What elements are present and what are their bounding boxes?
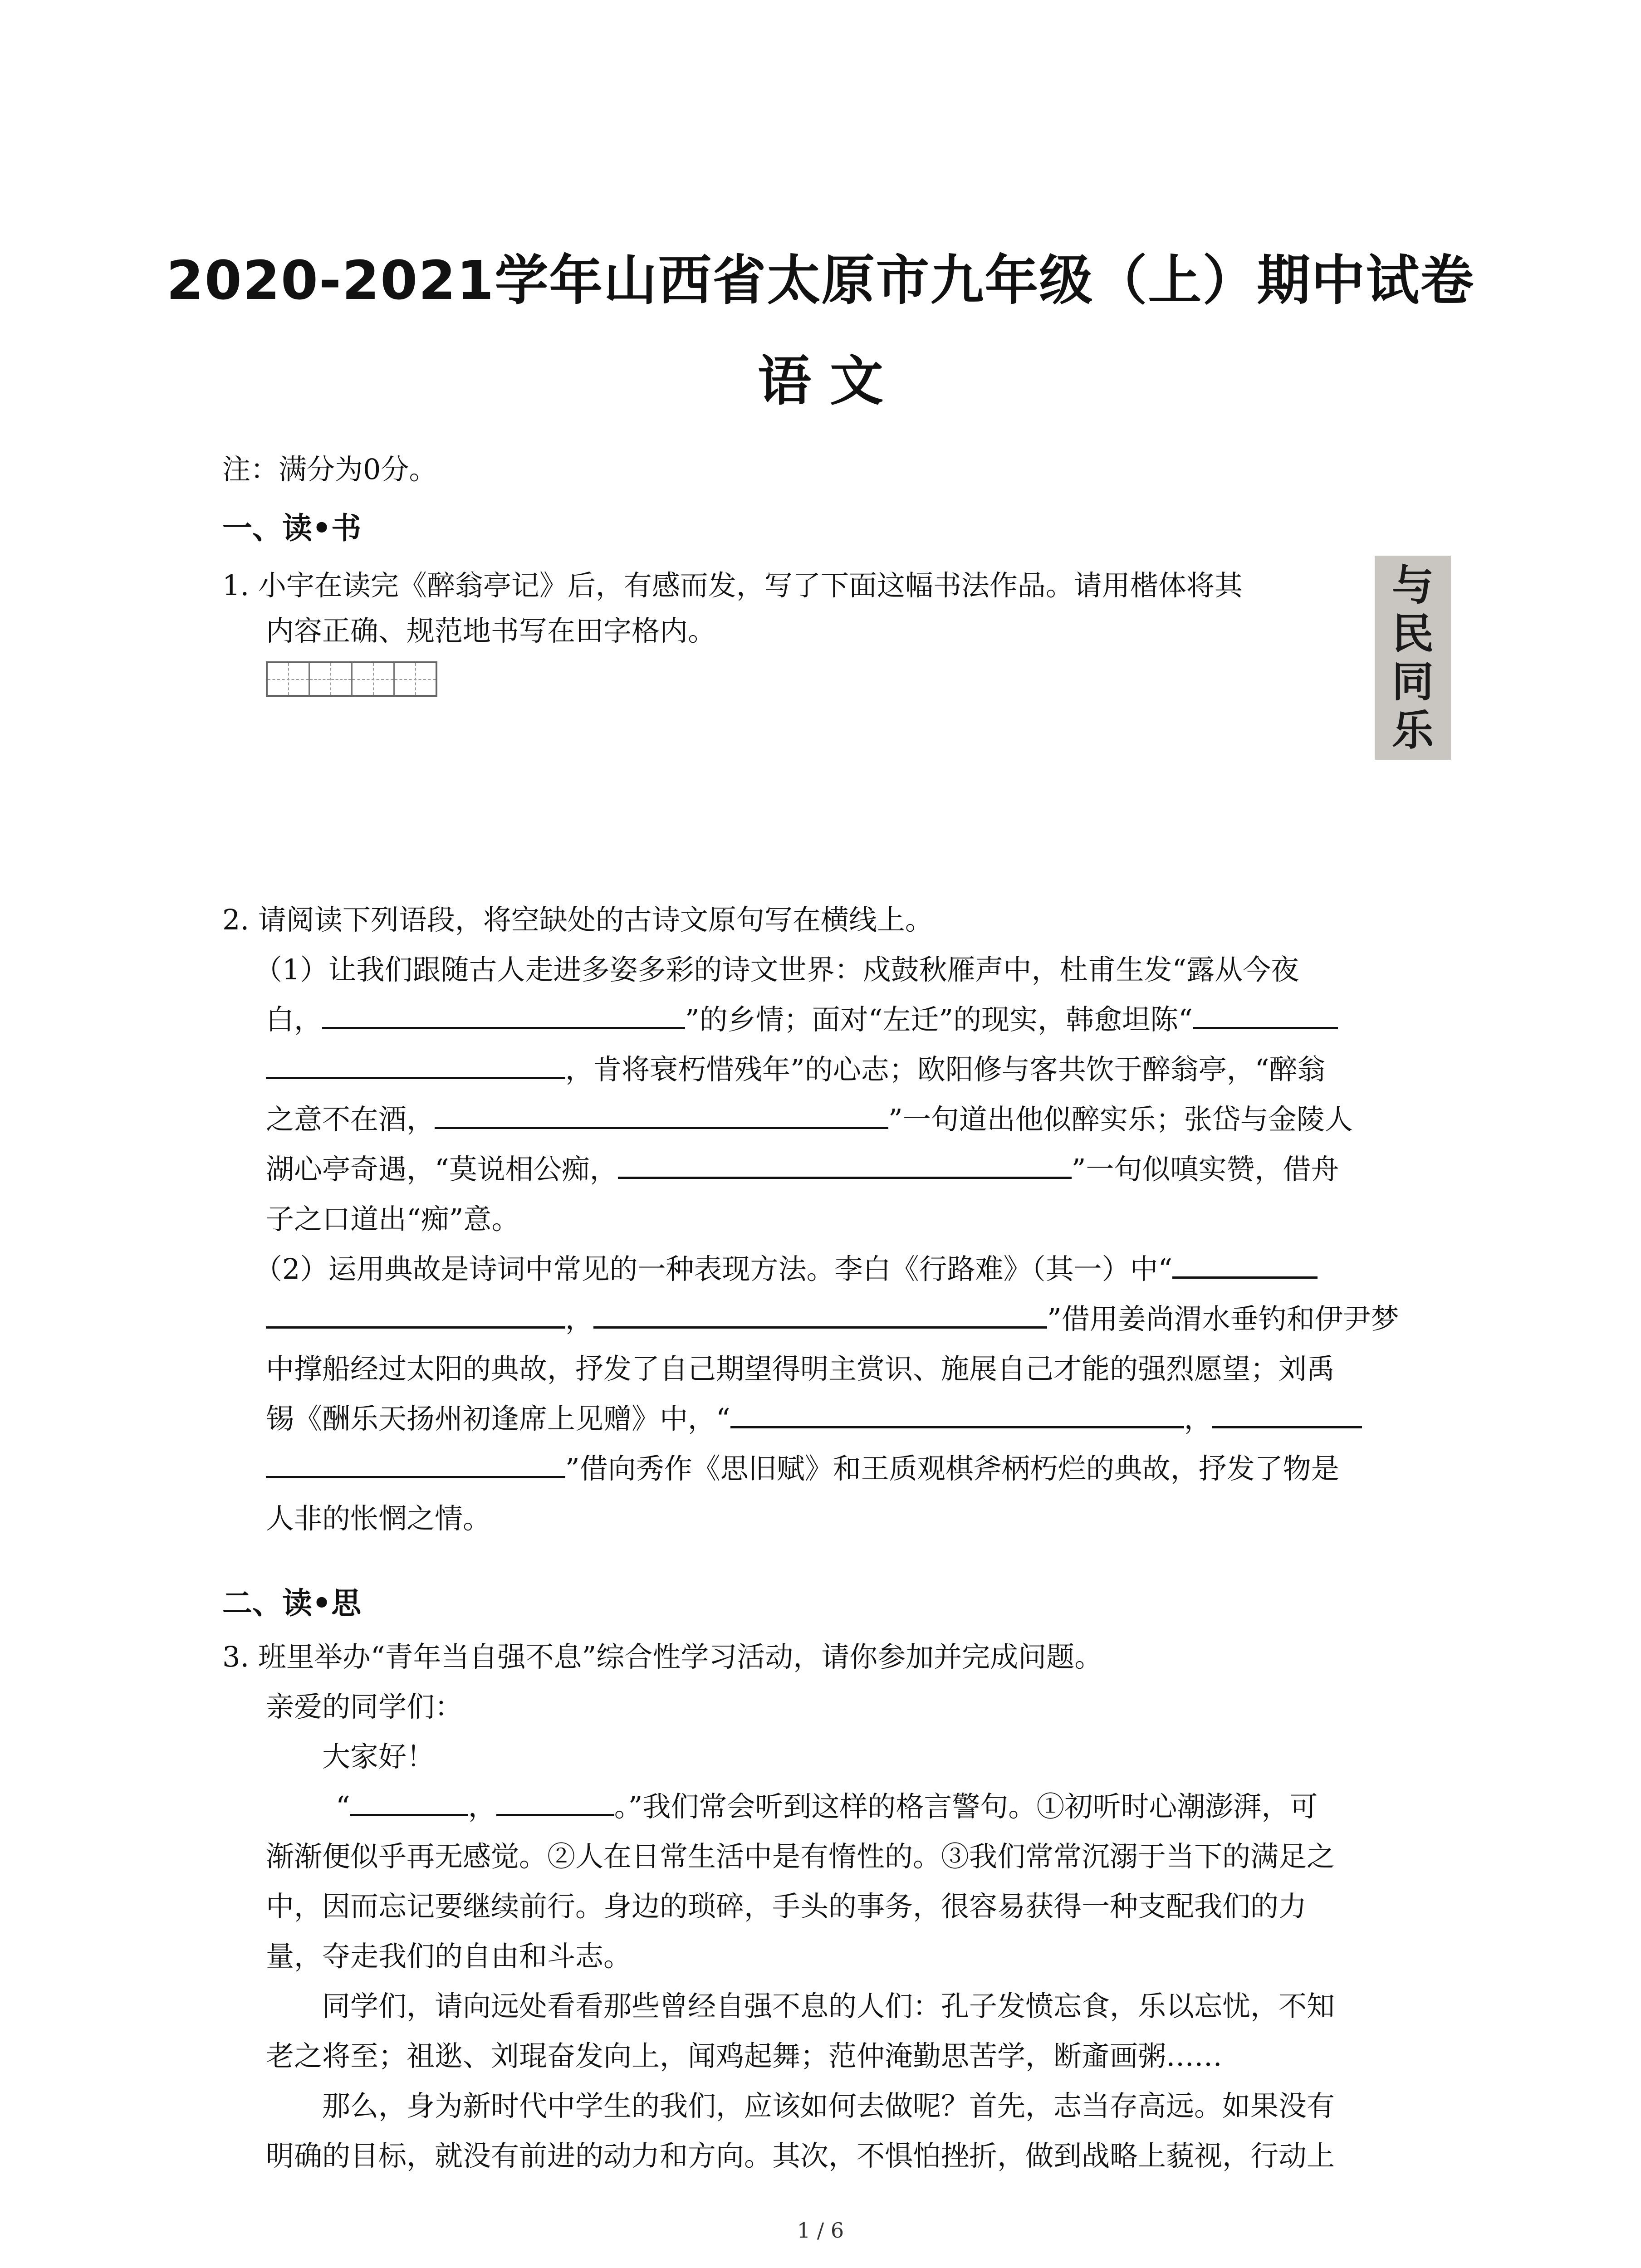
q3-line-2: 渐渐便似乎再无感觉。②人在日常生活中是有惰性的。③我们常常沉溺于当下的满足之 [266,1840,1335,1873]
q2-p2-line-1 [254,1245,1318,1293]
answer-blank[interactable] [1193,1004,1338,1029]
text-span: （2）运用典故是诗词中常见的一种表现方法。李白《行路难》（其一）中“ [254,1252,1173,1286]
tianzige-grid[interactable] [266,661,437,697]
text-span: ”一句似嗔实赞，借舟 [1071,1153,1339,1186]
q3-line-7: 那么，身为新时代中学生的我们，应该如何去做呢？首先，志当存高远。如果没有 [322,2089,1335,2122]
q3-greeting: 大家好！ [322,1740,435,1773]
q3-line-8: 明确的目标，就没有前进的动力和方向。其次，不惧怕挫折，做到战略上藐视，行动上 [266,2139,1335,2172]
q2-p1-line-5 [266,1145,1339,1193]
text-span: 白， [266,1003,323,1036]
q3-line-6: 老之将至；祖逖、刘琨奋发向上，闻鸡起舞；范仲淹勤思苦学，断齑画粥…… [266,2039,1223,2072]
text-span: “ [336,1790,350,1823]
calligraphy-char: 同 [1391,657,1434,707]
q3-line-3: 中，因而忘记要继续前行。身边的琐碎，手头的事务，很容易获得一种支配我们的力 [266,1890,1307,1923]
q2-p1-line-2 [266,996,1338,1044]
q2-p2-line-3: 中撑船经过太阳的典故，抒发了自己期望得明主赏识、施展自己才能的强烈愿望；刘禹 [266,1352,1335,1385]
q3-intro: 3. 班里举办“青年当自强不息”综合性学习活动，请你参加并完成问题。 [222,1640,1103,1673]
answer-blank[interactable] [435,1104,888,1129]
tianzige-cell[interactable] [310,663,352,695]
answer-blank[interactable] [1212,1403,1362,1428]
calligraphy-char: 与 [1391,561,1434,610]
q2-p1-line-1: （1）让我们跟随古人走进多姿多彩的诗文世界：戍鼓秋雁声中，杜甫生发“露从今夜 [254,953,1299,986]
q3-salutation: 亲爱的同学们： [266,1690,463,1723]
text-span: ， [468,1790,496,1823]
q2-p1-line-6: 子之口道出“痴”意。 [266,1202,520,1236]
q2-p1-line-3 [266,1046,1325,1094]
q1-line-2: 内容正确、规范地书写在田字格内。 [266,614,716,647]
answer-blank[interactable] [730,1403,1184,1428]
answer-blank[interactable] [350,1791,468,1816]
text-span: 。”我们常会听到这样的格言警句。①初听时心潮澎湃，可 [614,1790,1318,1823]
calligraphy-char: 民 [1391,609,1434,658]
page-title: 2020-2021学年山西省太原市九年级（上）期中试卷 [166,249,1475,312]
answer-blank[interactable] [266,1453,565,1478]
q2-p2-line-5 [266,1445,1339,1493]
text-span: ”的乡情；面对“左迁”的现实，韩愈坦陈“ [685,1003,1193,1036]
page-number: 1 / 6 [797,2218,844,2243]
calligraphy-image [1375,556,1451,760]
text-span: ， [1184,1402,1212,1435]
answer-blank[interactable] [322,1004,685,1029]
score-note: 注：满分为0分。 [222,453,437,486]
answer-blank[interactable] [593,1304,1047,1329]
tianzige-cell[interactable] [268,663,310,695]
q2-p2-line-2 [266,1295,1399,1343]
q3-line-5: 同学们，请向远处看看那些曾经自强不息的人们：孔子发愤忘食，乐以忘忧，不知 [322,1989,1335,2023]
answer-blank[interactable] [266,1054,565,1079]
text-span: 之意不在酒， [266,1103,435,1136]
text-span: 锡《酬乐天扬州初逢席上见赠》中，“ [266,1402,730,1435]
answer-blank[interactable] [1172,1254,1318,1279]
section-heading-2: 二、读•思 [222,1586,362,1621]
text-span: ，肯将衰朽惜残年”的心志；欧阳修与客共饮于醉翁亭，“醉翁 [565,1053,1326,1086]
tianzige-cell[interactable] [395,663,436,695]
subject-heading: 语 文 [757,350,884,412]
answer-blank[interactable] [496,1791,614,1816]
q1-line-1: 1. 小宇在读完《醉翁亭记》后，有感而发，写了下面这幅书法作品。请用楷体将其 [222,569,1243,602]
q3-line-1 [336,1783,1318,1831]
q2-intro: 2. 请阅读下列语段，将空缺处的古诗文原句写在横线上。 [222,903,933,936]
text-span: ”借用姜尚渭水垂钓和伊尹梦 [1047,1302,1399,1335]
calligraphy-char: 乐 [1391,705,1434,755]
answer-blank[interactable] [266,1304,565,1329]
q2-p2-line-6: 人非的怅惘之情。 [266,1502,491,1535]
q2-p2-line-4 [266,1395,1362,1443]
q2-p1-line-4 [266,1095,1353,1144]
q3-line-4: 量，夺走我们的自由和斗志。 [266,1940,632,1973]
text-span: 湖心亭奇遇，“莫说相公痴， [266,1153,618,1186]
text-span: ”一句道出他似醉实乐；张岱与金陵人 [888,1103,1353,1136]
tianzige-cell[interactable] [353,663,395,695]
text-span: ”借向秀作《思旧赋》和王质观棋斧柄朽烂的典故，抒发了物是 [565,1452,1339,1485]
section-heading-1: 一、读•书 [222,511,362,546]
text-span: ， [565,1302,594,1335]
answer-blank[interactable] [618,1154,1072,1179]
